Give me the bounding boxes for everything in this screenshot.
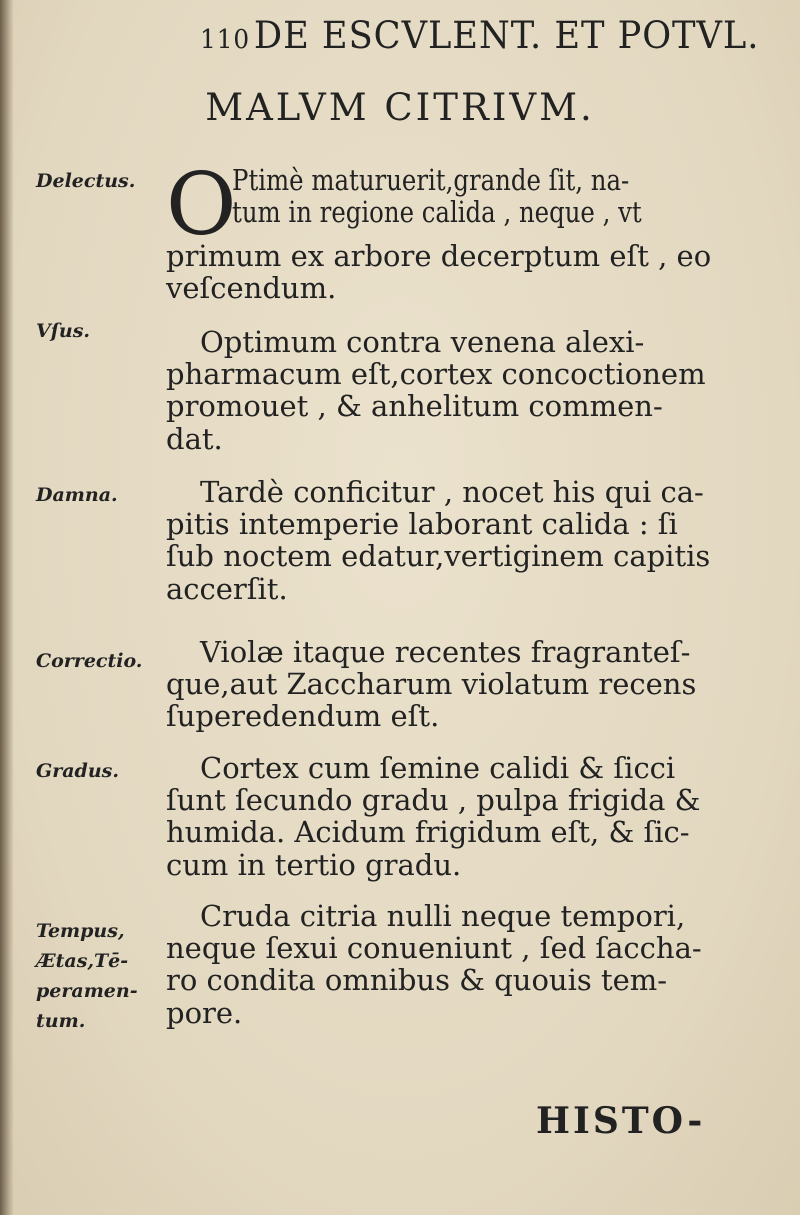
text-line: cum in tertio gradu. [166, 847, 462, 882]
text-line: veſcendum. [166, 271, 337, 306]
paragraph-delectus [166, 155, 746, 306]
text-line: Violæ itaque recentes fragranteſ- [200, 635, 691, 669]
text-line: Ptimè maturuerit,grande ſit, na- [232, 163, 630, 197]
text-line: accerſit. [166, 571, 288, 606]
margin-note-usus [36, 316, 90, 346]
text-line: primum ex arbore decerptum eſt , eo [166, 239, 712, 273]
margin-note-line: Gradus. [36, 760, 119, 782]
margin-note-damna [36, 480, 118, 510]
text-line: neque ſexui conueniunt , ſed ſaccha- [166, 931, 702, 966]
catchword: HISTO- [536, 1100, 706, 1142]
text-line: ſuperedendum eſt. [166, 699, 440, 734]
paragraph-tempus [166, 900, 746, 1029]
margin-note-correctio [36, 646, 142, 676]
margin-note-line: tum. [36, 1010, 86, 1032]
paragraph-usus [166, 326, 746, 455]
chapter-title: MALVM CITRIVM. [205, 86, 595, 129]
text-line: ſunt ſecundo gradu , pulpa frigida & [166, 783, 701, 818]
margin-note-line: Correctio. [36, 650, 143, 672]
text-line: ro condita omnibus & quouis tem- [166, 963, 668, 998]
running-title: DE ESCVLENT. ET POTVL. [253, 14, 760, 57]
text-line: Optimum contra venena alexi- [200, 325, 645, 359]
margin-note-line: Ætas,Tē- [36, 950, 129, 972]
running-header [200, 14, 759, 57]
margin-note-line: Vſus. [36, 320, 91, 342]
text-line: Cortex cum ſemine calidi & ſicci [200, 751, 676, 785]
text-line: dat. [166, 421, 223, 456]
page-number: 110 [200, 25, 251, 55]
text-line: Tardè conficitur , nocet his qui ca- [200, 475, 704, 509]
margin-note-line: Tempus, [36, 920, 125, 942]
margin-note-line: Delectus. [36, 170, 136, 192]
paragraph-correctio [166, 636, 746, 733]
paragraph-damna [166, 476, 746, 605]
text-line: pharmacum eſt,cortex concoctionem [166, 357, 706, 392]
margin-note-gradus [36, 756, 119, 786]
margin-note-delectus [36, 166, 135, 196]
text-line: tum in regione calida , neque , vt [232, 195, 642, 230]
margin-note-line: Damna. [36, 484, 118, 506]
drop-cap: O [166, 155, 237, 255]
text-line: ſub noctem edatur,vertiginem capitis [166, 539, 711, 574]
text-line: que,aut Zaccharum violatum recens [166, 667, 697, 702]
margin-note-line: peramen- [36, 980, 138, 1002]
paragraph-gradus [166, 752, 746, 881]
text-line: humida. Acidum frigidum eſt, & ſic- [166, 815, 690, 850]
margin-note-tempus [36, 916, 138, 1036]
text-line: Cruda citria nulli neque tempori, [200, 899, 686, 933]
text-line: promouet , & anhelitum commen- [166, 389, 663, 424]
gutter-shadow [0, 0, 14, 1215]
text-line: pore. [166, 995, 243, 1030]
text-line: pitis intemperie laborant calida : ſi [166, 507, 678, 542]
